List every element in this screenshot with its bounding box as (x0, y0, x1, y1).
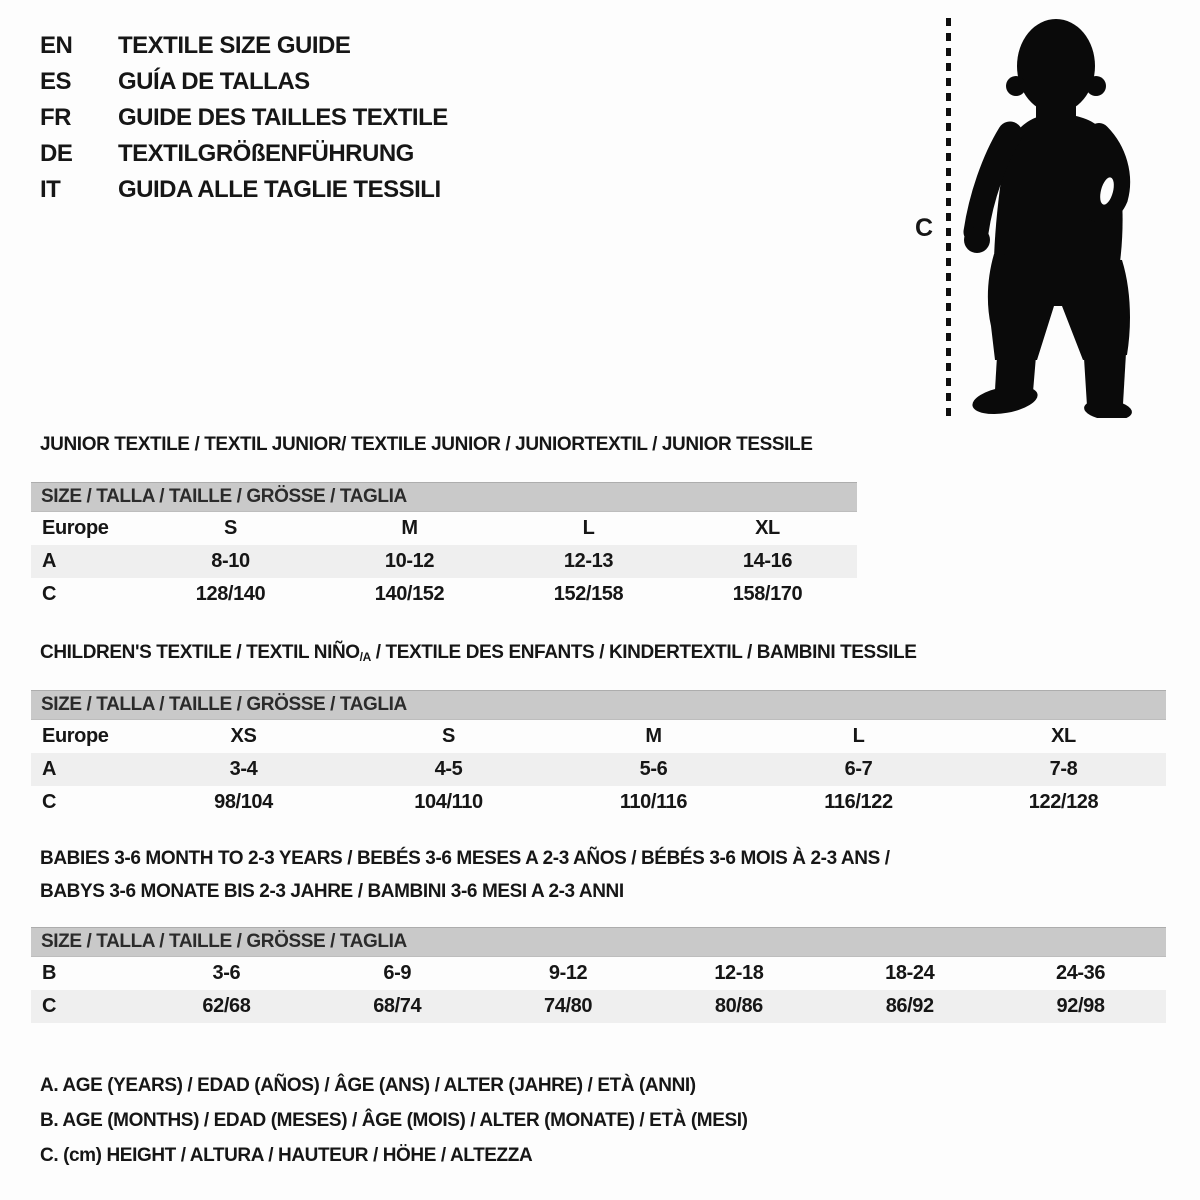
months-cell: 18-24 (885, 962, 935, 984)
footnote-b: B. AGE (MONTHS) / EDAD (MESES) / ÂGE (MOIS) / ALTER (MONATE) / ETÀ (MESI) (40, 1110, 748, 1131)
language-code: FR (40, 104, 71, 131)
height-cell: 86/92 (885, 995, 934, 1017)
height-cell: 140/152 (374, 583, 445, 605)
height-cell: 122/128 (1028, 791, 1099, 813)
height-cell: 116/122 (824, 791, 893, 813)
height-cell: 128/140 (195, 583, 266, 605)
size-header-bar: SIZE / TALLA / TAILLE / GRÖSSE / TAGLIA (31, 482, 857, 512)
size-cell: S (224, 517, 237, 539)
language-code: IT (40, 176, 61, 203)
language-label: TEXTILGRÖßENFÜHRUNG (118, 140, 414, 167)
months-cell: 6-9 (383, 962, 412, 984)
size-header-bar: SIZE / TALLA / TAILLE / GRÖSSE / TAGLIA (31, 690, 1166, 720)
children-heading-suffix: /A (359, 650, 371, 664)
age-cell: 14-16 (742, 550, 793, 572)
height-cell: 68/74 (373, 995, 422, 1017)
age-cell: 7-8 (1049, 758, 1078, 780)
height-cell: 104/110 (414, 791, 483, 813)
table-row-europe (31, 512, 857, 545)
table-row-europe (31, 720, 1166, 753)
language-row-fr (40, 100, 448, 136)
language-label: GUIDA ALLE TAGLIE TESSILI (118, 176, 441, 203)
footnote-a: A. AGE (YEARS) / EDAD (AÑOS) / ÂGE (ANS) / ALTER (JAHRE) / ETÀ (ANNI) (40, 1075, 696, 1096)
size-cell: XL (755, 517, 780, 539)
language-row-en (40, 28, 448, 64)
size-cell: XS (230, 725, 257, 747)
language-code: EN (40, 32, 73, 59)
babies-section-heading-line2: BABYS 3-6 MONATE BIS 2-3 JAHRE / BAMBINI 3-6 MESI A 2-3 ANNI (40, 881, 624, 902)
age-cell: 5-6 (639, 758, 668, 780)
toddler-silhouette-image (960, 8, 1140, 418)
babies-size-table (31, 927, 1166, 1023)
table-row-height (31, 786, 1166, 819)
table-row-age (31, 753, 1166, 786)
size-cell: M (645, 725, 662, 747)
height-cell: 98/104 (214, 791, 273, 813)
children-section-heading (40, 642, 916, 664)
row-label: Europe (42, 517, 109, 539)
height-cell: 152/158 (553, 583, 624, 605)
months-cell: 9-12 (548, 962, 588, 984)
table-row-age (31, 545, 857, 578)
children-size-table (31, 690, 1166, 819)
row-label: A (42, 550, 57, 572)
size-cell: L (852, 725, 865, 747)
row-label: Europe (42, 725, 109, 747)
row-label: C (42, 791, 57, 813)
language-code: ES (40, 68, 72, 95)
language-label: TEXTILE SIZE GUIDE (118, 32, 351, 59)
table-row-height (31, 578, 857, 611)
row-label: C (42, 995, 57, 1017)
height-cell: 74/80 (544, 995, 593, 1017)
junior-size-table (31, 482, 857, 611)
row-label: B (42, 962, 57, 984)
row-label: C (42, 583, 57, 605)
language-row-es (40, 64, 448, 100)
age-cell: 6-7 (844, 758, 873, 780)
language-label: GUÍA DE TALLAS (118, 68, 310, 95)
legend-footnotes (40, 1068, 748, 1173)
age-cell: 12-13 (563, 550, 614, 572)
size-cell: M (401, 517, 418, 539)
age-cell: 10-12 (384, 550, 435, 572)
age-cell: 3-4 (229, 758, 258, 780)
height-cell: 92/98 (1056, 995, 1105, 1017)
size-cell: L (582, 517, 595, 539)
language-title-list (40, 28, 448, 208)
age-cell: 8-10 (211, 550, 250, 572)
babies-section-heading-line1: BABIES 3-6 MONTH TO 2-3 YEARS / BEBÉS 3-6 MESES A 2-3 AÑOS / BÉBÉS 3-6 MOIS À 2-3 ANS / (40, 848, 890, 869)
months-cell: 3-6 (212, 962, 241, 984)
children-heading-text: CHILDREN'S TEXTILE / TEXTIL NIÑO (40, 642, 360, 663)
size-cell: S (442, 725, 455, 747)
months-cell: 24-36 (1055, 962, 1106, 984)
height-cell: 80/86 (714, 995, 763, 1017)
table-row-height (31, 990, 1166, 1023)
row-label: A (42, 758, 57, 780)
table-row-months (31, 957, 1166, 990)
months-cell: 12-18 (714, 962, 764, 984)
size-cell: XL (1051, 725, 1076, 747)
height-marker-label: C (915, 214, 934, 242)
language-row-it (40, 172, 448, 208)
language-label: GUIDE DES TAILLES TEXTILE (118, 104, 448, 131)
children-heading-text: / TEXTILE DES ENFANTS / KINDERTEXTIL / BAMBINI TESSILE (370, 642, 917, 663)
footnote-c: C. (cm) HEIGHT / ALTURA / HAUTEUR / HÖHE / ALTEZZA (40, 1145, 533, 1166)
height-cell: 158/170 (732, 583, 803, 605)
size-header-bar: SIZE / TALLA / TAILLE / GRÖSSE / TAGLIA (31, 927, 1166, 957)
language-row-de (40, 136, 448, 172)
junior-section-heading: JUNIOR TEXTILE / TEXTIL JUNIOR/ TEXTILE JUNIOR / JUNIORTEXTIL / JUNIOR TESSILE (40, 434, 813, 455)
height-dashed-line (946, 18, 951, 416)
language-code: DE (40, 140, 73, 167)
height-cell: 110/116 (619, 791, 688, 813)
age-cell: 4-5 (434, 758, 463, 780)
height-cell: 62/68 (202, 995, 251, 1017)
